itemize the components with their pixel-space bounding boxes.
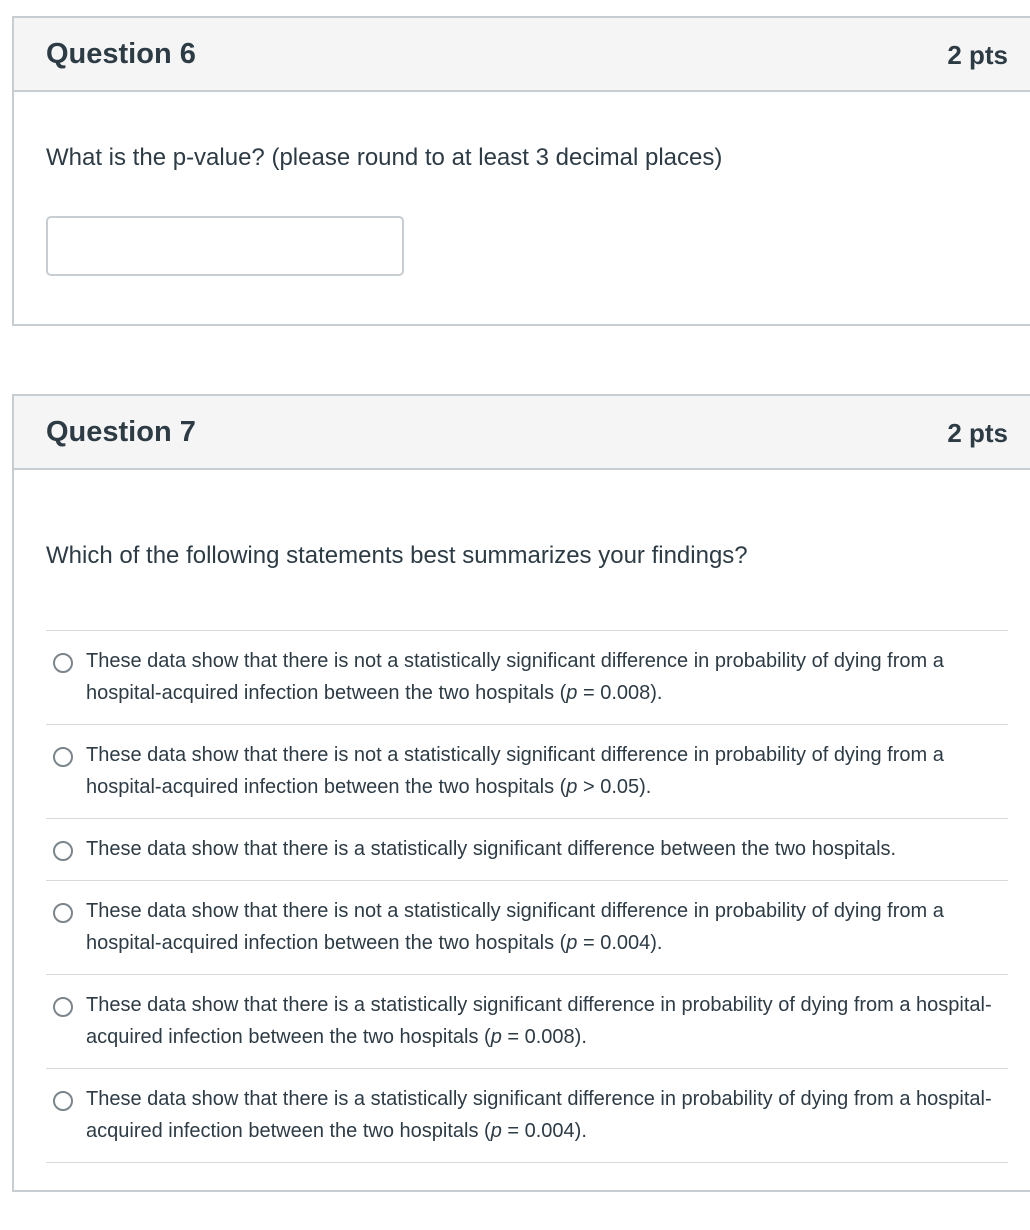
radio-button[interactable] <box>53 997 73 1017</box>
answer-option[interactable] <box>46 975 1008 1069</box>
answer-label: These data show that there is not a statistically significant difference in probability of dying from a hospital-acquired infection between the two hospitals (p = 0.004). <box>86 900 944 954</box>
question-points: 2 pts <box>947 40 1008 70</box>
answer-list <box>46 630 1008 1163</box>
question-title: Question 6 <box>46 38 196 70</box>
radio-button[interactable] <box>53 1091 73 1111</box>
question-header <box>14 396 1030 470</box>
radio-button[interactable] <box>53 653 73 673</box>
question-7-card <box>12 394 1030 1192</box>
answer-option[interactable] <box>46 1069 1008 1163</box>
p-value-input[interactable] <box>46 216 404 276</box>
answer-option[interactable] <box>46 881 1008 975</box>
answer-label: These data show that there is a statistically significant difference between the two hospitals. <box>86 838 897 860</box>
question-text: What is the p-value? (please round to at least 3 decimal places) <box>46 144 723 171</box>
answer-option[interactable] <box>46 725 1008 819</box>
radio-button[interactable] <box>53 747 73 767</box>
answer-label: These data show that there is not a statistically significant difference in probability of dying from a hospital-acquired infection between the two hospitals (p > 0.05). <box>86 744 944 798</box>
question-points: 2 pts <box>947 418 1008 448</box>
answer-label: These data show that there is not a statistically significant difference in probability of dying from a hospital-acquired infection between the two hospitals (p = 0.008). <box>86 650 944 704</box>
radio-button[interactable] <box>53 841 73 861</box>
question-title: Question 7 <box>46 416 196 448</box>
answer-label: These data show that there is a statistically significant difference in probability of dying from a hospital-acquired infection between the two hospitals (p = 0.008). <box>86 994 992 1048</box>
question-header <box>14 18 1030 92</box>
radio-button[interactable] <box>53 903 73 923</box>
answer-option[interactable] <box>46 631 1008 725</box>
answer-label: These data show that there is a statistically significant difference in probability of dying from a hospital-acquired infection between the two hospitals (p = 0.004). <box>86 1088 992 1142</box>
answer-option[interactable] <box>46 819 1008 881</box>
question-6-card <box>12 16 1030 326</box>
question-text: Which of the following statements best summarizes your findings? <box>46 542 748 569</box>
